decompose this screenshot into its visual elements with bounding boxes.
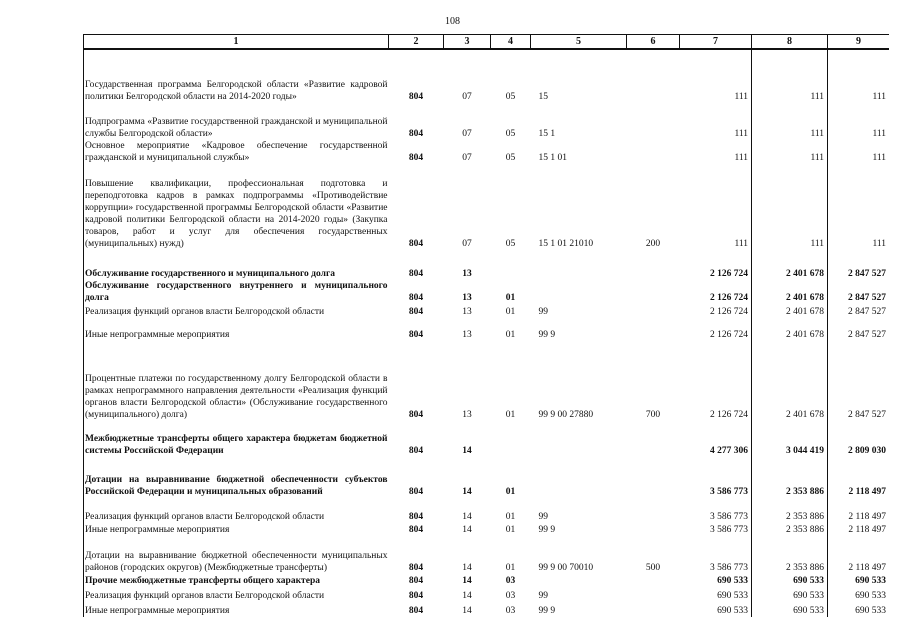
row-amount-col-8: 2 353 886 bbox=[752, 457, 828, 498]
row-target-article bbox=[531, 574, 627, 587]
row-name: Реализация функций органов власти Белгородской области bbox=[84, 587, 389, 602]
row-amount-col-9: 2 118 497 bbox=[828, 498, 890, 523]
row-amount-col-9: 690 533 bbox=[828, 602, 890, 617]
row-section-code: 14 bbox=[462, 591, 472, 601]
table-row bbox=[84, 498, 890, 523]
header-col-3: 3 bbox=[444, 35, 491, 50]
row-amount-col-8: 2 401 678 bbox=[752, 250, 828, 280]
row-amount-col-8: 2 401 678 bbox=[752, 304, 828, 318]
row-grbs-code: 804 bbox=[408, 307, 424, 317]
row-amount-col-8: 111 bbox=[752, 164, 828, 250]
row-grbs-code: 804 bbox=[408, 563, 424, 573]
row-grbs-code: 804 bbox=[408, 487, 424, 497]
row-expense-type bbox=[627, 602, 680, 617]
row-target-article: 99 9 bbox=[538, 525, 556, 535]
row-amount-col-9: 111 bbox=[828, 103, 890, 140]
row-amount-col-7: 111 bbox=[680, 103, 752, 140]
row-subsection-code: 05 bbox=[505, 239, 516, 249]
row-amount-col-7: 3 586 773 bbox=[680, 498, 752, 523]
table-row bbox=[84, 250, 890, 280]
row-target-article bbox=[531, 280, 627, 304]
row-amount-col-9: 690 533 bbox=[828, 574, 890, 587]
row-amount-col-7: 690 533 bbox=[680, 602, 752, 617]
row-subsection-code: 01 bbox=[505, 525, 516, 535]
row-name: Государственная программа Белгородской области «Развитие кадровой политики Белгородской области на 2014-2020 годы» bbox=[84, 49, 389, 103]
row-amount-col-7: 2 126 724 bbox=[680, 304, 752, 318]
row-subsection-code: 01 bbox=[505, 512, 516, 522]
row-subsection-code: 01 bbox=[505, 487, 516, 497]
row-section-code: 14 bbox=[462, 525, 472, 535]
table-row bbox=[84, 103, 890, 140]
row-expense-type bbox=[627, 49, 680, 103]
row-subsection-code: 05 bbox=[505, 92, 516, 102]
row-subsection-code: 05 bbox=[505, 129, 516, 139]
row-grbs-code: 804 bbox=[408, 606, 424, 616]
row-section-code: 07 bbox=[462, 129, 472, 139]
row-amount-col-9: 2 847 527 bbox=[828, 318, 890, 341]
row-name: Подпрограмма «Развитие государственной гражданской и муниципальной службы Белгородской области» bbox=[84, 103, 389, 140]
row-expense-type: 500 bbox=[645, 563, 661, 573]
row-grbs-code: 804 bbox=[408, 239, 424, 249]
table-row bbox=[84, 140, 890, 164]
row-target-article: 99 bbox=[538, 591, 548, 601]
row-section-code: 14 bbox=[462, 563, 472, 573]
row-grbs-code: 804 bbox=[408, 410, 424, 420]
row-expense-type bbox=[627, 250, 680, 280]
row-amount-col-7: 690 533 bbox=[680, 587, 752, 602]
row-target-article: 99 bbox=[538, 307, 548, 317]
row-amount-col-8: 111 bbox=[752, 103, 828, 140]
table-row bbox=[84, 280, 890, 304]
row-expense-type bbox=[627, 421, 680, 457]
row-name: Основное мероприятие «Кадровое обеспечение государственной гражданской и муниципальной службы» bbox=[85, 141, 388, 163]
row-name: Процентные платежи по государственному долгу Белгородской области в рамках непрограммного направления деятельности «Реализация функций органов власти Белгородской области» (Обслуживание государственного (муниципального) долга) bbox=[84, 341, 389, 421]
row-amount-col-9: 2 809 030 bbox=[828, 421, 890, 457]
row-expense-type: 700 bbox=[645, 410, 661, 420]
row-expense-type bbox=[627, 587, 680, 602]
row-amount-col-9: 111 bbox=[828, 49, 890, 103]
table-row bbox=[84, 164, 890, 250]
row-amount-col-7: 111 bbox=[680, 49, 752, 103]
row-amount-col-9: 111 bbox=[828, 140, 890, 164]
table-row bbox=[84, 421, 890, 457]
row-target-article bbox=[531, 250, 627, 280]
budget-table-sheet bbox=[83, 34, 889, 640]
row-amount-col-7: 3 586 773 bbox=[680, 457, 752, 498]
row-amount-col-9: 2 847 527 bbox=[828, 304, 890, 318]
row-target-article: 15 1 01 bbox=[538, 153, 567, 163]
row-amount-col-8: 2 353 886 bbox=[752, 536, 828, 574]
row-expense-type bbox=[627, 498, 680, 523]
row-amount-col-9: 2 847 527 bbox=[828, 341, 890, 421]
row-section-code: 07 bbox=[462, 153, 472, 163]
table-row bbox=[84, 536, 890, 574]
row-target-article: 99 bbox=[538, 512, 548, 522]
row-target-article: 15 bbox=[538, 92, 548, 102]
row-expense-type bbox=[627, 140, 680, 164]
row-amount-col-9: 111 bbox=[828, 164, 890, 250]
table-row bbox=[84, 49, 890, 103]
row-subsection-code: 01 bbox=[505, 330, 516, 340]
row-expense-type bbox=[627, 304, 680, 318]
row-name: Обслуживание государственного внутреннего и муниципального долга bbox=[85, 281, 388, 303]
header-col-5: 5 bbox=[531, 35, 627, 50]
row-amount-col-7: 2 126 724 bbox=[680, 250, 752, 280]
row-amount-col-9: 2 118 497 bbox=[828, 536, 890, 574]
page-number: 108 bbox=[445, 16, 460, 27]
row-amount-col-8: 111 bbox=[752, 140, 828, 164]
row-target-article: 99 9 bbox=[538, 330, 556, 340]
header-col-1: 1 bbox=[84, 35, 389, 50]
table-body bbox=[84, 49, 890, 617]
row-target-article: 99 9 00 70010 bbox=[538, 563, 594, 573]
row-amount-col-7: 4 277 306 bbox=[680, 421, 752, 457]
row-subsection-code: 05 bbox=[505, 153, 516, 163]
row-name: Иные непрограммные мероприятия bbox=[84, 523, 389, 536]
row-amount-col-8: 690 533 bbox=[752, 602, 828, 617]
row-expense-type bbox=[627, 457, 680, 498]
table-row bbox=[84, 457, 890, 498]
row-grbs-code: 804 bbox=[408, 153, 424, 163]
row-subsection-code: 01 bbox=[505, 563, 516, 573]
row-section-code: 14 bbox=[462, 576, 472, 586]
row-subsection-code: 03 bbox=[505, 591, 516, 601]
table-row bbox=[84, 602, 890, 617]
row-amount-col-9: 2 847 527 bbox=[828, 250, 890, 280]
row-amount-col-7: 690 533 bbox=[680, 574, 752, 587]
row-section-code: 13 bbox=[462, 307, 472, 317]
row-grbs-code: 804 bbox=[408, 576, 424, 586]
row-name: Прочие межбюджетные трансферты общего характера bbox=[84, 574, 389, 587]
row-subsection-code: 03 bbox=[505, 576, 516, 586]
row-target-article: 15 1 bbox=[538, 129, 556, 139]
header-row bbox=[84, 35, 890, 50]
row-amount-col-8: 690 533 bbox=[752, 587, 828, 602]
row-name: Межбюджетные трансферты общего характера бюджетам бюджетной системы Российской Федерации bbox=[84, 421, 389, 457]
table-row bbox=[84, 587, 890, 602]
row-amount-col-8: 2 401 678 bbox=[752, 280, 828, 304]
row-subsection-code: 01 bbox=[505, 410, 516, 420]
row-amount-col-8: 111 bbox=[752, 49, 828, 103]
row-amount-col-7: 111 bbox=[680, 140, 752, 164]
row-amount-col-8: 2 353 886 bbox=[752, 498, 828, 523]
header-col-2: 2 bbox=[389, 35, 444, 50]
row-amount-col-8: 2 401 678 bbox=[752, 318, 828, 341]
row-amount-col-7: 2 126 724 bbox=[680, 318, 752, 341]
header-col-9: 9 bbox=[828, 35, 890, 50]
row-grbs-code: 804 bbox=[408, 293, 424, 303]
row-grbs-code: 804 bbox=[408, 446, 424, 456]
table-row bbox=[84, 304, 890, 318]
row-grbs-code: 804 bbox=[408, 330, 424, 340]
row-amount-col-7: 111 bbox=[680, 164, 752, 250]
row-expense-type bbox=[627, 280, 680, 304]
row-name: Дотации на выравнивание бюджетной обеспеченности субъектов Российской Федерации и муниципальных образований bbox=[84, 457, 389, 498]
table-row bbox=[84, 341, 890, 421]
row-name: Иные непрограммные мероприятия bbox=[84, 318, 389, 341]
row-section-code: 13 bbox=[462, 269, 472, 279]
row-section-code: 13 bbox=[462, 293, 472, 303]
table-row bbox=[84, 523, 890, 536]
row-expense-type bbox=[627, 523, 680, 536]
row-name: Обслуживание государственного и муниципального долга bbox=[84, 250, 389, 280]
row-name: Иные непрограммные мероприятия bbox=[84, 602, 389, 617]
table-row bbox=[84, 318, 890, 341]
row-grbs-code: 804 bbox=[408, 591, 424, 601]
row-target-article: 99 9 00 27880 bbox=[538, 410, 594, 420]
row-section-code: 13 bbox=[462, 410, 472, 420]
row-target-article: 15 1 01 21010 bbox=[538, 239, 594, 249]
row-amount-col-8: 3 044 419 bbox=[752, 421, 828, 457]
row-name: Дотации на выравнивание бюджетной обеспеченности муниципальных районов (городских округов) (Межбюджетные трансферты) bbox=[84, 536, 389, 574]
row-section-code: 14 bbox=[462, 512, 472, 522]
row-amount-col-7: 3 586 773 bbox=[680, 523, 752, 536]
header-col-4: 4 bbox=[491, 35, 531, 50]
row-amount-col-7: 2 126 724 bbox=[680, 280, 752, 304]
row-section-code: 07 bbox=[462, 239, 472, 249]
row-amount-col-9: 2 118 497 bbox=[828, 523, 890, 536]
row-expense-type bbox=[627, 318, 680, 341]
header-col-8: 8 bbox=[752, 35, 828, 50]
row-grbs-code: 804 bbox=[408, 92, 424, 102]
row-section-code: 14 bbox=[462, 606, 472, 616]
row-amount-col-8: 690 533 bbox=[752, 574, 828, 587]
row-section-code: 13 bbox=[462, 330, 472, 340]
row-amount-col-7: 3 586 773 bbox=[680, 536, 752, 574]
row-expense-type bbox=[627, 574, 680, 587]
row-name: Повышение квалификации, профессиональная подготовка и переподготовка кадров в рамках подпрограммы «Противодействие коррупции» государственной программы Белгородской области «Развитие кадровой политики Белгородской области на 2014-2020 годы» (Закупка товаров, работ и услуг для обеспечения государственных (муниципальных) нужд) bbox=[84, 164, 389, 250]
row-grbs-code: 804 bbox=[408, 269, 424, 279]
header-col-7: 7 bbox=[680, 35, 752, 50]
row-grbs-code: 804 bbox=[408, 525, 424, 535]
row-subsection-code: 03 bbox=[505, 606, 516, 616]
row-amount-col-7: 2 126 724 bbox=[680, 341, 752, 421]
row-amount-col-8: 2 401 678 bbox=[752, 341, 828, 421]
row-target-article: 99 9 bbox=[538, 606, 556, 616]
row-target-article bbox=[531, 457, 627, 498]
row-amount-col-9: 690 533 bbox=[828, 587, 890, 602]
header-col-6: 6 bbox=[627, 35, 680, 50]
row-grbs-code: 804 bbox=[408, 129, 424, 139]
table-row bbox=[84, 574, 890, 587]
row-section-code: 07 bbox=[462, 92, 472, 102]
row-expense-type: 200 bbox=[645, 239, 661, 249]
row-section-code: 14 bbox=[462, 487, 472, 497]
row-target-article bbox=[531, 421, 627, 457]
row-subsection-code bbox=[491, 250, 531, 280]
row-amount-col-8: 2 353 886 bbox=[752, 523, 828, 536]
row-section-code: 14 bbox=[462, 446, 472, 456]
row-subsection-code: 01 bbox=[505, 293, 516, 303]
row-name: Реализация функций органов власти Белгородской области bbox=[84, 304, 389, 318]
row-grbs-code: 804 bbox=[408, 512, 424, 522]
row-name: Реализация функций органов власти Белгородской области bbox=[84, 498, 389, 523]
row-amount-col-9: 2 118 497 bbox=[828, 457, 890, 498]
row-subsection-code bbox=[491, 421, 531, 457]
row-amount-col-9: 2 847 527 bbox=[828, 280, 890, 304]
budget-table bbox=[83, 34, 889, 617]
table-header bbox=[84, 35, 890, 50]
row-expense-type bbox=[627, 103, 680, 140]
row-subsection-code: 01 bbox=[505, 307, 516, 317]
